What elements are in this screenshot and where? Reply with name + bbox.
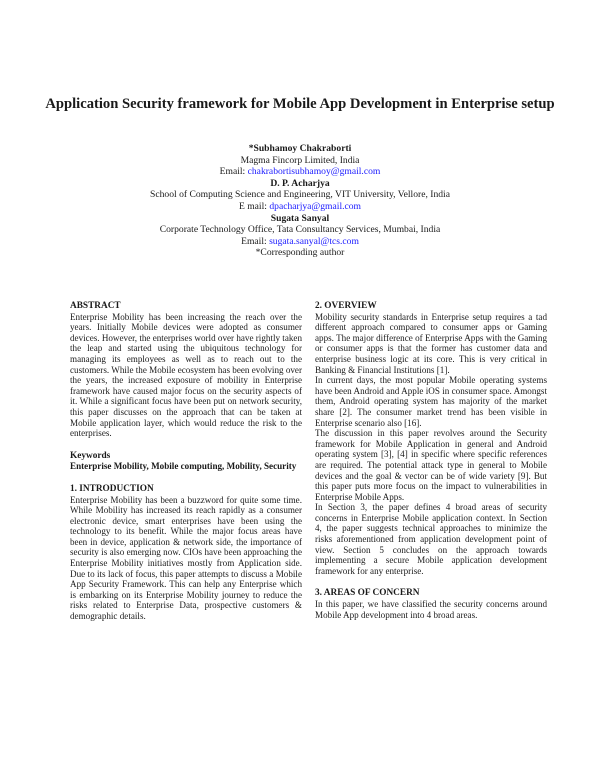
author-affiliation: School of Computing Science and Engineering, VIT University, Vellore, India — [150, 189, 450, 201]
abstract-heading: ABSTRACT — [70, 301, 121, 311]
email-label: Email: — [241, 235, 267, 247]
overview-paragraph: The discussion in this paper revolves around the Security framework for Mobile Application in general and Android operating system [3], [4] in specific where specific references are required. The potential attack type in general to Mobile devices and the goal & vector can be of wide variety [9]. But this paper puts more focus on the impact to vulnerabilities in Enterprise Mobile Apps. — [315, 428, 547, 502]
right-column — [315, 301, 547, 620]
email-label: Email: — [219, 166, 246, 178]
overview-paragraph: In Section 3, the paper defines 4 broad areas of security concerns in Enterprise Mobile application context. In Section 4, the paper suggests technical approaches to minimize the risks aforementioned from application development point of view. Section 5 concludes on the approach towards implementing a secure Mobile application development framework for any enterprise. — [315, 502, 547, 576]
overview-paragraph: Mobility security standards in Enterprise setup requires a tad different approach compared to consumer apps or Gaming apps. The major difference of Enterprise Apps with the Gaming or consumer apps is that the former has customer data and enterprise business logic at its core. This is very critical in Banking & Financial Institutions [1]. — [315, 311, 547, 375]
author-affiliation: Corporate Technology Office, Tata Consultancy Services, Mumbai, India — [159, 224, 441, 236]
concern-text: In this paper, we have classified the security concerns around Mobile App development into 4 broad areas. — [315, 599, 547, 620]
author-email-line — [40, 236, 560, 248]
corresponding-author-note: *Corresponding author — [255, 247, 345, 259]
author-name: *Subhamoy Chakraborti — [248, 143, 352, 154]
introduction-heading: 1. INTRODUCTION — [70, 483, 154, 494]
keywords-heading: Keywords — [70, 450, 111, 461]
author-email-line — [40, 166, 560, 178]
email-label: E mail: — [238, 200, 267, 212]
author-email-line — [40, 201, 560, 213]
abstract-text: Enterprise Mobility has been increasing the reach over the years. Initially Mobile devices were adopted as consumer devices. However, the enterprises world over have rightly taken the leap and started using the ubiquitous technology for managing its employees as well as to reach out to the customers. While the Mobile ecosystem has been evolving over the years, the increased exposure of mobility in Enterprise framework have caused major focus on the security aspects of it. While a significant focus have been put on network security, this paper discusses on the approach that can be taken at Mobile application layer, which would reduce the risk to the enterprises. — [70, 311, 302, 439]
author-email-link[interactable]: chakrabortisubhamoy@gmail.com — [247, 166, 381, 178]
author-name: Sugata Sanyal — [270, 212, 330, 224]
author-email-link[interactable]: dpacharjya@gmail.com — [269, 200, 362, 212]
overview-paragraph: In current days, the most popular Mobile operating systems have been Android and Apple iOS in consumer space. Amongst them, Android operating system has majority of the market share [2]. The consumer market trend has been visible in Enterprise scenario also [16]. — [315, 375, 547, 428]
author-email-link[interactable]: sugata.sanyal@tcs.com — [269, 235, 359, 247]
author-block — [40, 143, 560, 259]
author-name: D. P. Acharjya — [270, 177, 330, 189]
paper-title: Application Security framework for Mobile App Development in Enterprise setup — [45, 96, 555, 112]
left-column — [70, 301, 302, 622]
author-affiliation: Magma Fincorp Limited, India — [240, 154, 360, 166]
overview-heading: 2. OVERVIEW — [315, 301, 377, 311]
concern-heading: 3. AREAS OF CONCERN — [315, 588, 420, 599]
keywords-text: Enterprise Mobility, Mobile computing, Mobility, Security — [70, 461, 297, 472]
introduction-text: Enterprise Mobility has been a buzzword for quite some time. While Mobility has increased its reach rapidly as a consumer electronic device, smart enterprises have been using the technology to its benefit. While the major focus areas have been in device, application & network side, the importance of security is also emerging now. CIOs have been approaching the Enterprise Mobility initiatives mostly from Application side. Due to its lack of focus, this paper attempts to discuss a Mobile App Security Framework. This can help any Enterprise which is embarking on its Enterprise Mobility journey to reduce the risks related to Enterprise Data, prospective customers & demographic details. — [70, 494, 302, 622]
